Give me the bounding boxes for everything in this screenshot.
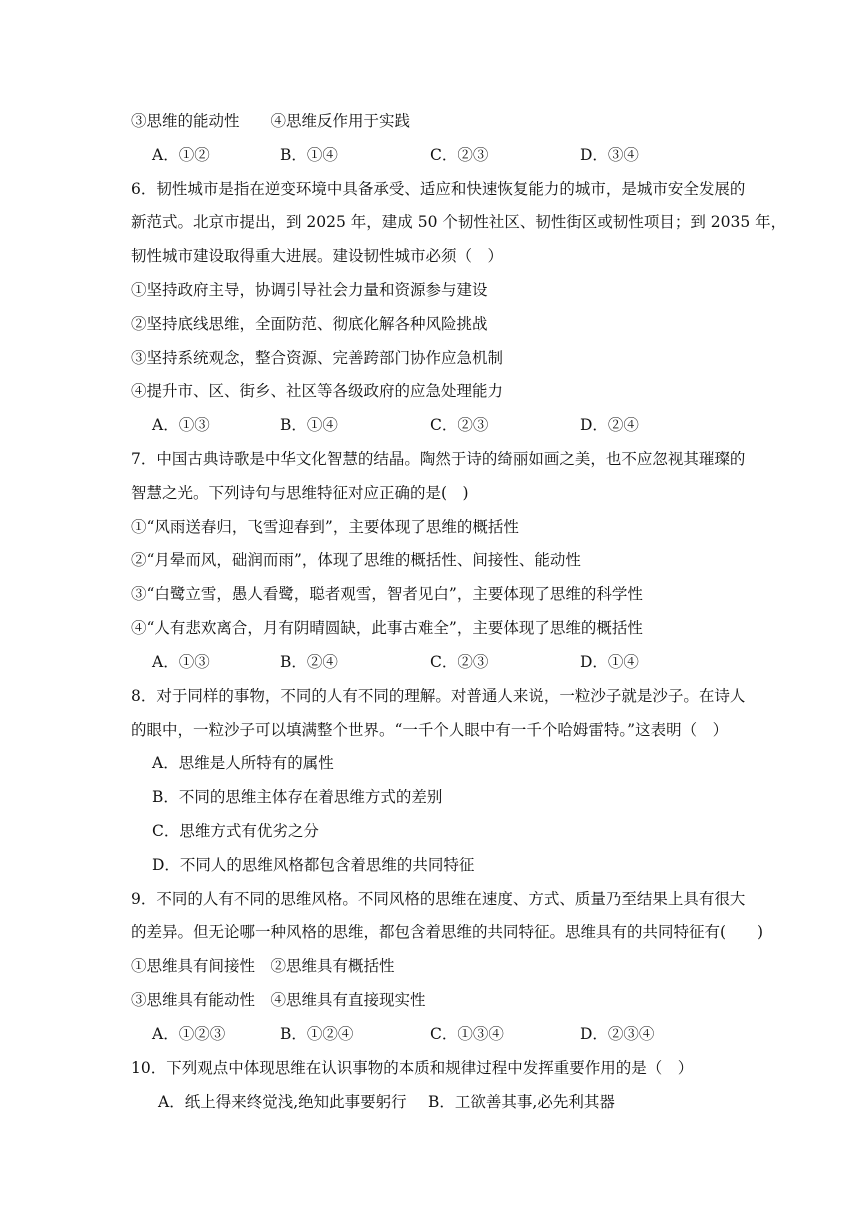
question-8-text: 8．对于同样的事物，不同的人有不同的理解。对普通人来说，一粒沙子就是沙子。在诗人	[131, 687, 746, 705]
choice-a: A．纸上得来终觉浅,绝知此事要躬行	[158, 1093, 407, 1111]
question-9-text: 的差异。但无论哪一种风格的思维，都包含着思维的共同特征。思维具有的共同特征有( )	[131, 923, 764, 941]
choice-c: C．②③	[430, 146, 489, 164]
choice-a: A．①③	[152, 416, 210, 434]
statement-item: ③坚持系统观念，整合资源、完善跨部门协作应急机制	[131, 349, 504, 367]
choice-d: D．②④	[580, 416, 639, 434]
choice-c: C．①③④	[430, 1025, 504, 1043]
choice-a: A．思维是人所特有的属性	[152, 754, 334, 772]
choice-b: B．①②④	[280, 1025, 354, 1043]
choice-d: D．②③④	[580, 1025, 655, 1043]
choice-b: B．工欲善其事,必先利其器	[428, 1093, 615, 1111]
choice-c: C．思维方式有优劣之分	[152, 822, 319, 840]
statement-item: ②坚持底线思维，全面防范、彻底化解各种风险挑战	[131, 315, 488, 333]
choice-a: A．①②③	[152, 1025, 226, 1043]
choice-d: D．③④	[580, 146, 639, 164]
statement-item: ④“人有悲欢离合，月有阴晴圆缺，此事古难全”，主要体现了思维的概括性	[131, 619, 643, 637]
question-8-text: 的眼中，一粒沙子可以填满整个世界。“一千个人眼中有一千个哈姆雷特。”这表明（ ）	[131, 721, 729, 739]
choice-a: A．①③	[152, 653, 210, 671]
choice-c: C．②③	[430, 416, 489, 434]
choice-b: B．①④	[280, 416, 338, 434]
choice-b: B．不同的思维主体存在着思维方式的差别	[152, 788, 443, 806]
choice-d: D．①④	[580, 653, 639, 671]
option-statement: ③思维的能动性 ④思维反作用于实践	[131, 112, 411, 130]
choice-c: C．②③	[430, 653, 489, 671]
choice-b: B．①④	[280, 146, 338, 164]
statement-item: ①坚持政府主导，协调引导社会力量和资源参与建设	[131, 281, 488, 299]
statement-item: ①“风雨送春归，飞雪迎春到”，主要体现了思维的概括性	[131, 518, 519, 536]
question-7-text: 智慧之光。下列诗句与思维特征对应正确的是( )	[131, 484, 469, 502]
choice-d: D．不同人的思维风格都包含着思维的共同特征	[152, 856, 475, 874]
choice-b: B．②④	[280, 653, 338, 671]
statement-item: ③“白鹭立雪，愚人看鹭，聪者观雪，智者见白”，主要体现了思维的科学性	[131, 585, 643, 603]
statement-item: ③思维具有能动性 ④思维具有直接现实性	[131, 991, 426, 1009]
question-7-text: 7．中国古典诗歌是中华文化智慧的结晶。陶然于诗的绮丽如画之美，也不应忽视其璀璨的	[131, 450, 746, 468]
question-6-text: 6．韧性城市是指在逆变环境中具备承受、适应和快速恢复能力的城市，是城市安全发展的	[131, 180, 746, 198]
question-10-text: 10．下列观点中体现思维在认识事物的本质和规律过程中发挥重要作用的是（ ）	[131, 1059, 694, 1077]
question-9-text: 9．不同的人有不同的思维风格。不同风格的思维在速度、方式、质量乃至结果上具有很大	[131, 890, 746, 908]
statement-item: ①思维具有间接性 ②思维具有概括性	[131, 957, 395, 975]
statement-item: ②“月晕而风，础润而雨”，体现了思维的概括性、间接性、能动性	[131, 551, 581, 569]
question-6-text: 新范式。北京市提出，到 2025 年，建成 50 个韧性社区、韧性街区或韧性项目；到 2035 年，	[131, 213, 787, 231]
question-6-text: 韧性城市建设取得重大进展。建设韧性城市必须（ ）	[131, 247, 504, 265]
choice-a: A．①②	[152, 146, 210, 164]
statement-item: ④提升市、区、街乡、社区等各级政府的应急处理能力	[131, 382, 504, 400]
